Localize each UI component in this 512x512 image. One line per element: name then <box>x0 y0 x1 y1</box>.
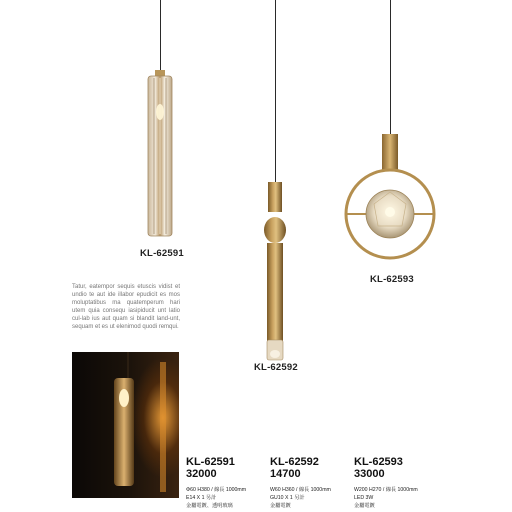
spec-dimensions: Φ60 H380 / 線長 1000mm <box>186 487 247 493</box>
spec-price: 14700 <box>270 468 301 480</box>
spec-code: KL-62592 <box>270 456 319 468</box>
spec-bulb: GU10 X 1 另計 <box>270 495 305 501</box>
spec-block-2 <box>270 456 348 510</box>
spec-bulb: E14 X 1 另計 <box>186 495 217 501</box>
spec-material: 金屬電鍍、透明玻璃 <box>186 503 233 509</box>
spec-material: 金屬電鍍 <box>354 503 375 509</box>
lifestyle-photo <box>72 352 179 498</box>
product-label-2: KL-62592 <box>254 362 298 373</box>
spec-block-1 <box>186 456 264 510</box>
product-label-3: KL-62593 <box>370 274 414 285</box>
spec-dimensions: W200 H270 / 線長 1000mm <box>354 487 418 493</box>
spec-price: 33000 <box>354 468 385 480</box>
spec-material: 金屬電鍍 <box>270 503 291 509</box>
spec-block-3 <box>354 456 432 510</box>
description-text: Tatur, eatempor sequis etuscis vidist et undio te aut ide illabor epudicit es mos moluptatibus ma quatemperum hari utem quia consequ iasipiducit unt latio cul-lab ius aut quam si blandit land-unt, sequam et es ut elenimod quodi remqui. <box>72 284 180 330</box>
spec-dimensions: W60 H360 / 線長 1000mm <box>270 487 331 493</box>
spec-bulb: LED 3W <box>354 495 374 501</box>
product-label-1: KL-62591 <box>140 248 184 259</box>
spec-code: KL-62591 <box>186 456 235 468</box>
spec-code: KL-62593 <box>354 456 403 468</box>
spec-price: 32000 <box>186 468 217 480</box>
